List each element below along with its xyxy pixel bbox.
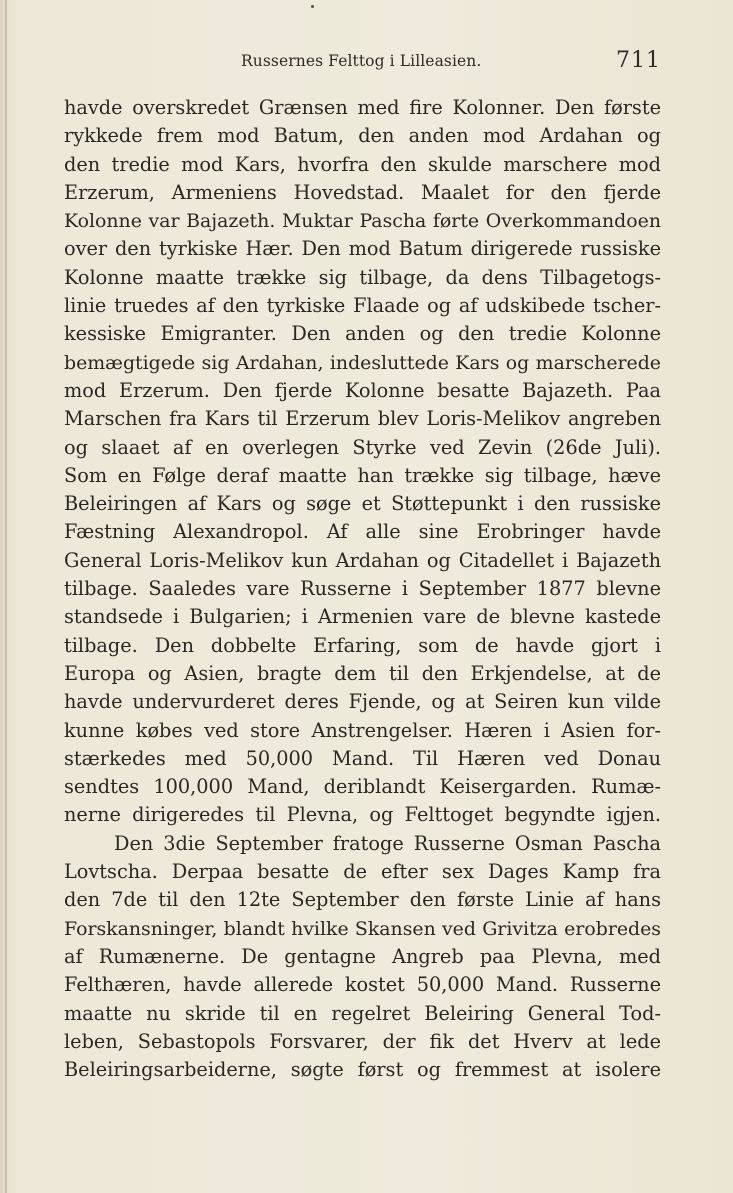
text-line: den 7de til den 12te September den første Linie af hans <box>64 888 661 912</box>
text-line: kessiske Emigranter. Den anden og den tredie Kolonne <box>64 322 661 346</box>
text-line: General Loris-Melikov kun Ardahan og Citadellet i Bajazeth <box>64 548 661 572</box>
text-line: Beleiringen af Kars og søge et Støttepunkt i den russiske <box>64 492 661 516</box>
text-line: tilbage. Den dobbelte Erfaring, som de havde gjort i <box>64 633 661 657</box>
text-line: Kolonne maatte trække sig tilbage, da dens Tilbagetogs- <box>64 265 661 289</box>
text-line: bemægtigede sig Ardahan, indesluttede Kars og marscherede <box>64 351 661 374</box>
page-header <box>0 48 733 82</box>
text-line: linie truedes af den tyrkiske Flaade og af udskibede tscher- <box>64 294 661 318</box>
text-line: Europa og Asien, bragte dem til den Erkjendelse, at de <box>64 661 661 685</box>
text-line: leben, Sebastopols Forsvarer, der fik det Hverv at lede <box>64 1029 661 1053</box>
page-number: 711 <box>616 48 661 73</box>
text-line: nerne dirigeredes til Plevna, og Felttoget begyndte igjen. <box>64 803 661 827</box>
text-line: Den 3die September fratoge Russerne Osman Pascha <box>114 831 661 855</box>
page-binding-edge <box>5 0 7 1193</box>
text-line: tilbage. Saaledes vare Russerne i September 1877 blevne <box>64 577 661 601</box>
body-text <box>64 94 661 1084</box>
text-line: havde overskredet Grænsen med fire Kolonner. Den første <box>64 96 661 119</box>
text-line: Marschen fra Kars til Erzerum blev Loris-Melikov angreben <box>64 407 661 431</box>
text-line: mod Erzerum. Den fjerde Kolonne besatte Bajazeth. Paa <box>64 378 661 402</box>
text-line: sendtes 100,000 Mand, deriblandt Keisergarden. Rumæ- <box>64 775 661 799</box>
text-line: Lovtscha. Derpaa besatte de efter sex Dages Kamp fra <box>64 860 661 884</box>
text-line: rykkede frem mod Batum, den anden mod Ardahan og <box>64 124 661 148</box>
text-line: Erzerum, Armeniens Hovedstad. Maalet for den fjerde <box>64 180 661 204</box>
text-line: stærkedes med 50,000 Mand. Til Hæren ved Donau <box>64 746 661 770</box>
text-line: Beleiringsarbeiderne, søgte først og fremmest at isolere <box>64 1058 661 1082</box>
text-line: Felthæren, havde allerede kostet 50,000 Mand. Russerne <box>64 973 661 997</box>
text-line: den tredie mod Kars, hvorfra den skulde marschere mod <box>64 152 661 176</box>
text-line: Kolonne var Bajazeth. Muktar Pascha førte Overkommandoen <box>64 210 661 233</box>
text-line: Forskansninger, blandt hvilke Skansen ved Grivitza erobredes <box>64 917 661 940</box>
text-line: og slaaet af en overlegen Styrke ved Zevin (26de Juli). <box>64 435 661 459</box>
text-line: af Rumænerne. De gentagne Angreb paa Plevna, med <box>64 944 661 968</box>
text-line: maatte nu skride til en regelret Beleiring General Tod- <box>64 1001 661 1025</box>
text-line: havde undervurderet deres Fjende, og at Seiren kun vilde <box>64 690 661 714</box>
text-line: kunne købes ved store Anstrengelser. Hæren i Asien for- <box>64 718 661 742</box>
text-line: Som en Følge deraf maatte han trække sig tilbage, hæve <box>64 463 661 487</box>
ink-speck <box>311 5 314 8</box>
text-line: Fæstning Alexandropol. Af alle sine Erobringer havde <box>64 520 661 544</box>
text-line: standsede i Bulgarien; i Armenien vare de blevne kastede <box>64 605 661 629</box>
text-line: over den tyrkiske Hær. Den mod Batum dirigerede russiske <box>64 237 661 261</box>
running-title: Russernes Felttog i Lilleasien. <box>241 52 482 70</box>
